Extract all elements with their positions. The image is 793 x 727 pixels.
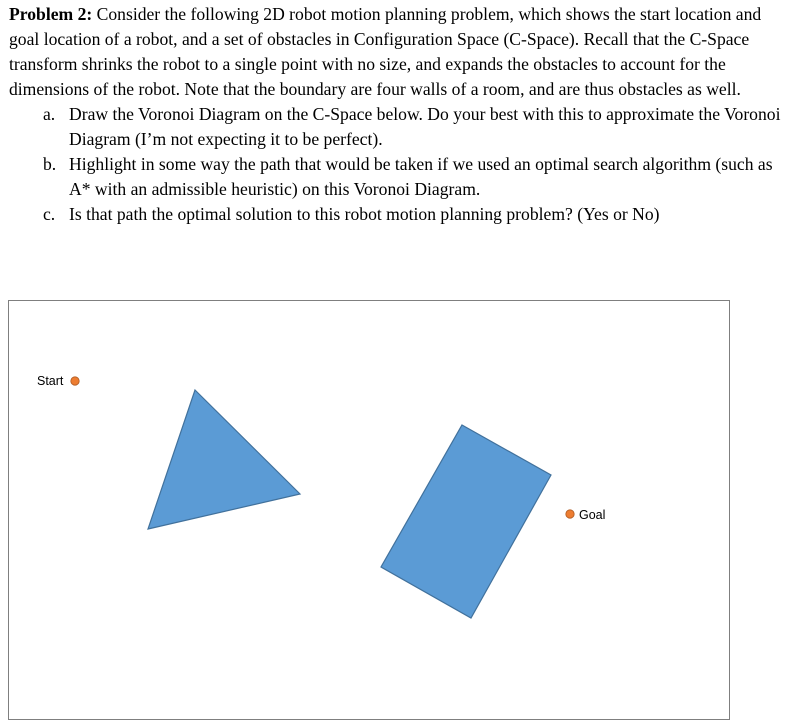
problem-intro: Consider the following 2D robot motion planning problem, which shows the start location and goal location of a robot, and a set of obstacles in Configuration Space (C-Space). Recall that the C-Space transform shrinks the robot to a single point with no size, and expands the obstacles to account for the dimensions of the robot. Note that the boundary are four walls of a room, and are thus obstacles as well. [9,4,762,99]
item-text: Highlight in some way the path that would be taken if we used an optimal search algorithm (such as A* with an admissible heuristic) on this Voronoi Diagram. [69,154,773,199]
item-text: Is that path the optimal solution to this robot motion planning problem? (Yes or No) [69,204,660,224]
problem-heading: Problem 2: [9,4,93,24]
problem-item-a [9,102,789,152]
goal-marker [566,510,574,518]
problem-item-b [9,152,789,202]
problem-items-list [9,102,789,227]
c-space-figure [8,300,730,720]
goal-label: Goal [579,508,606,522]
triangle-obstacle [148,390,300,529]
problem-2 [9,2,789,227]
start-marker [71,377,79,385]
item-text: Draw the Voronoi Diagram on the C-Space below. Do your best with this to approximate the Voronoi Diagram (I’m not expecting it to be perfect). [69,104,781,149]
item-marker: b. [43,154,57,174]
item-marker: a. [43,104,56,124]
c-space-canvas [9,301,731,721]
problem-intro-paragraph [9,2,789,102]
item-marker: c. [43,204,56,224]
problem-item-c [9,202,789,227]
rectangle-obstacle [381,425,551,618]
start-label: Start [37,374,64,388]
